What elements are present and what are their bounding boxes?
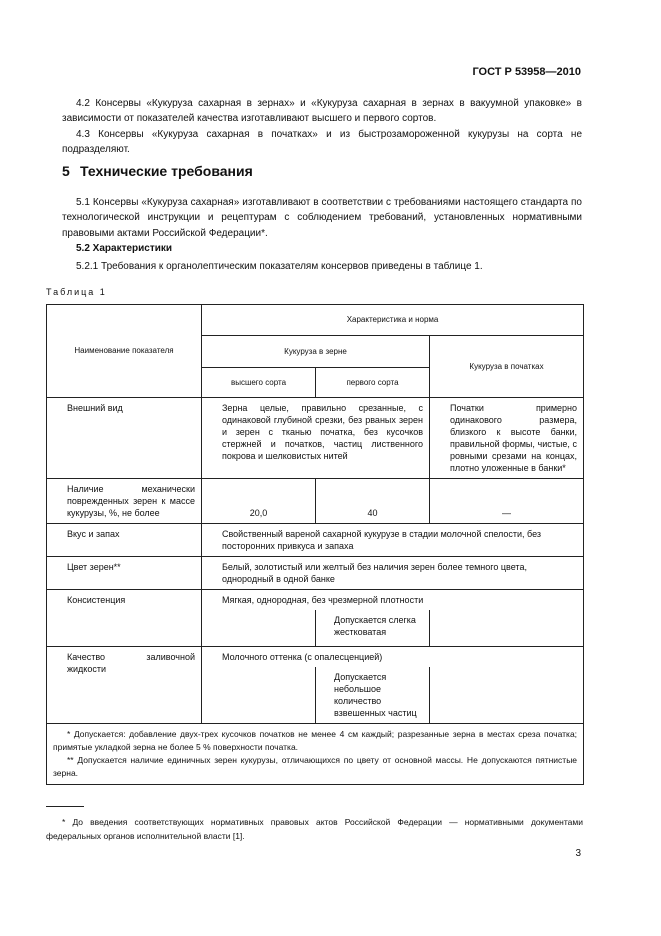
row-consistency-first-extra: Допускается слегка жестковатая [316,610,430,646]
paragraph-4-3-text: 4.3 Консервы «Кукуруза сахарная в початках» и из быстрозамороженной кукурузы на сорта не подразделяют. [62,129,582,156]
footnote-divider [46,806,84,807]
table-note-2: ** Допускается наличие единичных зерен кукурузы, отличающихся по цвету от основной массы. Не допускаются пятнистые зерна. [53,754,578,778]
cell-empty [430,610,584,646]
table-row-consistency [47,590,584,611]
header-grain: Кукуруза в зерне [202,336,430,368]
table-notes-row [47,723,584,784]
table-row-appearance [47,398,584,479]
paragraph-4-2 [62,96,582,127]
row-liquid-first-extra: Допускается небольшое количество взвешенных частиц [316,667,430,724]
document-header-standard: ГОСТ Р 53958—2010 [472,66,581,78]
paragraph-5-2-1 [62,259,582,274]
requirements-table [46,304,584,785]
table-row-liquid [47,646,584,667]
row-taste-name: Вкус и запах [47,524,202,557]
section-heading [62,163,253,179]
row-consistency-value: Мягкая, однородная, без чрезмерной плотности [202,590,584,611]
row-taste-value: Свойственный вареной сахарной кукурузе в стадии молочной спелости, без посторонних привкуса и запаха [202,524,584,557]
paragraph-5-1 [62,195,582,241]
header-first: первого сорта [316,368,430,398]
row-liquid-value: Молочного оттенка (с опалесценцией) [202,646,584,667]
section-number: 5 [62,163,70,179]
subsection-heading: 5.2 Характеристики [76,243,173,254]
section-title: Технические требования [80,163,253,179]
row-appearance-grain: Зерна целые, правильно срезанные, с одинаковой глубиной срезки, без рваных зерен и зерен с тканью початка, без кусочков стержней и початков, частиц лиственного покрова и шелковистых нитей [202,398,430,479]
row-damaged-first: 40 [316,479,430,524]
paragraph-5-2-1-text: 5.2.1 Требования к органолептическим показателям консервов приведены в таблице 1. [76,261,483,272]
header-characteristic: Характеристика и норма [202,305,584,336]
header-cob: Кукуруза в початках [430,336,584,398]
row-color-value: Белый, золотистый или желтый без наличия зерен более темного цвета, однородный в одной банке [202,557,584,590]
row-damaged-premium: 20,0 [202,479,316,524]
row-appearance-cob: Початки примерно одинакового размера, близкого к высоте банки, правильной формы, чистые, с ровными срезами на концах, плотно уложенные в банки* [430,398,584,479]
row-appearance-name: Внешний вид [47,398,202,479]
paragraph-4-3 [62,127,582,158]
paragraph-4-2-text: 4.2 Консервы «Кукуруза сахарная в зернах» и «Кукуруза сахарная в зернах в вакуумной упаковке» в зависимости от показателей качества изготавливают высшего и первого сортов. [62,98,582,125]
header-indicator: Наименование показателя [47,305,202,398]
table-row-damaged [47,479,584,524]
table-header-row-1 [47,305,584,336]
cell-empty [202,610,316,646]
row-damaged-name: Наличие механически поврежденных зерен к массе кукурузы, %, не более [47,479,202,524]
table-notes [47,723,584,784]
paragraph-5-1-text: 5.1 Консервы «Кукуруза сахарная» изготавливают в соответствии с требованиями настоящего стандарта по технологической инструкции и рецептурам с соблюдением требований, установленных нормативными правовыми актами Российской Федерации*. [62,197,582,239]
page-footnote: * До введения соответствующих нормативных правовых актов Российской Федерации — нормативными документами федеральных органов исполнительной власти [1]. [46,817,583,841]
table-caption: Таблица 1 [46,287,107,297]
row-damaged-cob: — [430,479,584,524]
page-number: 3 [575,848,581,859]
table-row-taste [47,524,584,557]
header-premium: высшего сорта [202,368,316,398]
table-note-1: * Допускается: добавление двух-трех кусочков початков не менее 4 см каждый; разрезанные зерна в местах среза початка; примятые укладкой зерна не более 5 % поверхности початка. [53,728,578,752]
row-consistency-name: Консистенция [47,590,202,647]
row-liquid-name: Качество заливочной жидкости [47,646,202,723]
cell-empty [430,667,584,724]
table-row-color [47,557,584,590]
cell-empty [202,667,316,724]
row-color-name: Цвет зерен** [47,557,202,590]
